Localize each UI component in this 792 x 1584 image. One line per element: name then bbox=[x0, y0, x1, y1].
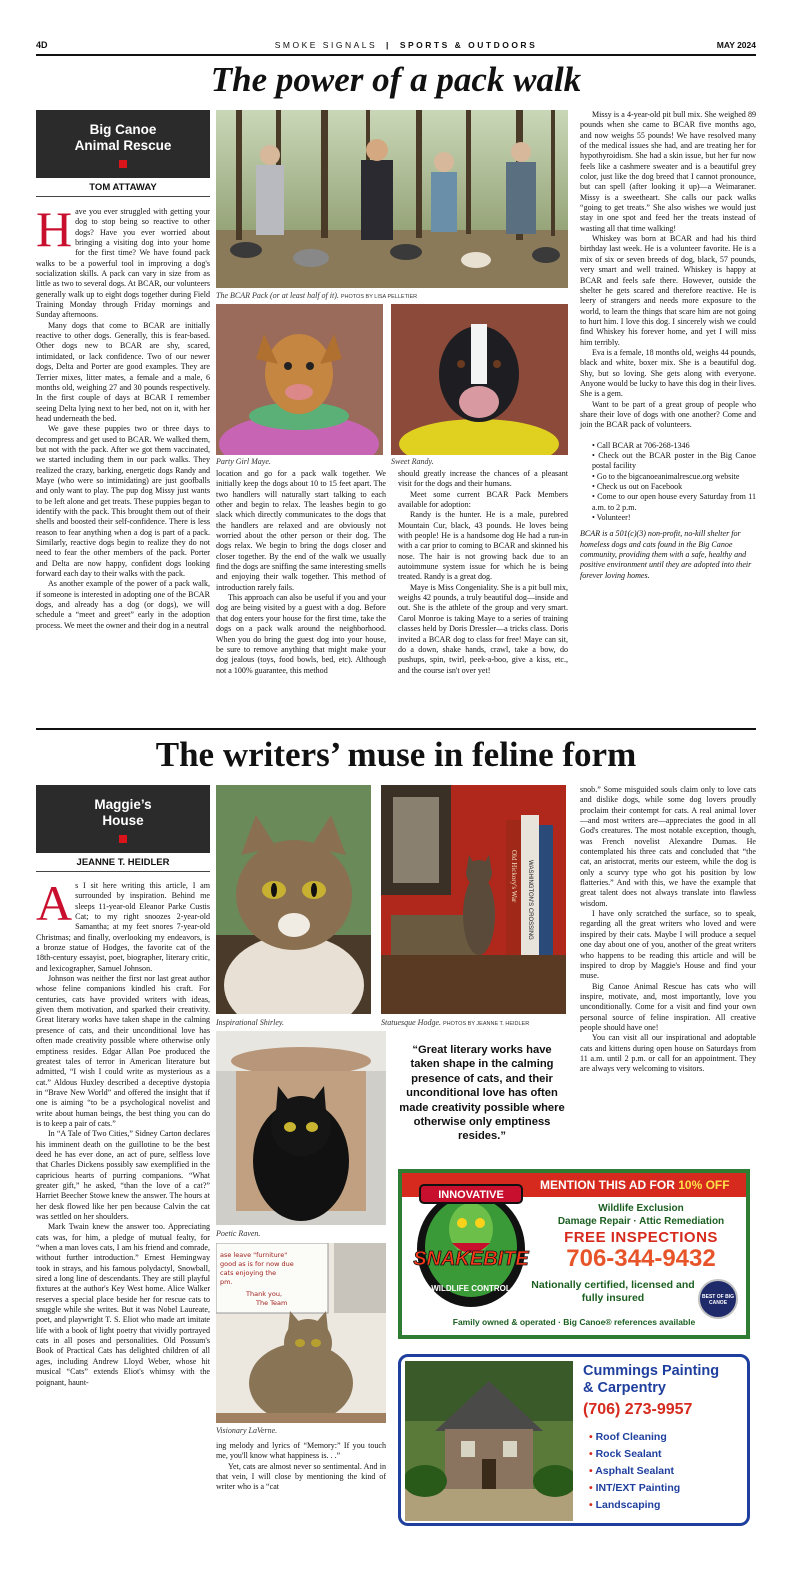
dropcap: H bbox=[36, 201, 73, 257]
ad-line-2: Damage Repair · Attic Remediation bbox=[557, 1216, 725, 1227]
book-spine-old-hickory: Old Hickory's War bbox=[510, 850, 518, 903]
story1-column-3: should greatly increase the chances of a pleasant visit for the dogs and their humans. Meet some current BCAR Pack Members available for adoption: Randy is the hunter. He is a male, purebred Mountain Cur, black, 43 pounds. He loves being with people! He is a handsome dog He had a run-in with a car prior to coming to BCAR and skinned his nose. The hair is not growing back due to an autoimmune system issue for which he is being treated. Randy is a great dog. Maye is Miss Congeniality. She is a pit bull mix, weighs 42 pounds, a truly beautiful dog—inside and out. She is the athlete of the group and very smart. Carol Monroe is taking Maye to a series of training classes held by Doris Dressler—a tricks class. Doris invited a BCAR dog to class for free! Maye can sit, do a down, shake hands, crawl, take a bow, do pushups, spin, twirl, peek-a-boo, give a kiss, etc., and the course isn't over yet! bbox=[398, 469, 568, 675]
free-inspections: FREE INSPECTIONS bbox=[564, 1229, 718, 1246]
contact-bullet: • Check out the BCAR poster in the Big Canoe postal facility bbox=[592, 451, 756, 471]
discount-label: 10% OFF bbox=[678, 1178, 730, 1192]
column-title: Big Canoe Animal Rescue bbox=[74, 122, 172, 153]
contact-bullet: • Go to the bigcanoeanimalrescue.org website bbox=[592, 471, 740, 481]
maye-photo bbox=[216, 304, 383, 455]
book-spine-washington: WASHINGTON'S CROSSING bbox=[527, 860, 533, 940]
byline: JEANNE T. HEIDLER bbox=[36, 857, 210, 872]
shirley-caption: Inspirational Shirley. bbox=[216, 1018, 284, 1027]
byline: TOM ATTAWAY bbox=[36, 182, 210, 197]
issue-date: MAY 2024 bbox=[716, 40, 756, 50]
cummings-ad[interactable] bbox=[398, 1354, 750, 1526]
red-square-icon bbox=[119, 160, 127, 168]
photo-caption: The BCAR Pack (or at least half of it). PHOTOS BY LISA PELLETIER bbox=[216, 291, 418, 300]
ad-line-1: Wildlife Exclusion bbox=[598, 1203, 684, 1214]
photo-credit: PHOTOS BY JEANNE T. HEIDLER bbox=[443, 1021, 530, 1027]
laverne-photo bbox=[216, 1243, 386, 1423]
service-item: • Roof Cleaning bbox=[589, 1431, 667, 1443]
header-rule bbox=[36, 54, 756, 56]
cummings-title: Cummings Painting & Carpentry bbox=[583, 1363, 720, 1396]
story-divider bbox=[36, 728, 756, 730]
section-name: SPORTS & OUTDOORS bbox=[399, 40, 538, 50]
page-number: 4D bbox=[36, 40, 48, 50]
story2-headline: The writers’ muse in feline form bbox=[155, 735, 637, 774]
contact-bullet: • Volunteer! bbox=[592, 513, 631, 523]
column-header-box bbox=[36, 785, 210, 853]
maye-caption: Party Girl Maye. bbox=[216, 457, 271, 466]
story1-column-1: Have you ever struggled with getting your dog to stop being so reactive to other dogs? Have you ever worried about bringing a visiting dog into your home for the first time? We have found pack walks to be a powerful tool in improving a dog's socialization skills. A pack can vary in size from as little as two to several dogs. At BCAR, our volunteers generally walk up to eight dogs together during Field Training Monday through Friday mornings and Sunday afternoons. Many dogs that come to BCAR are initially reactive to other dogs. Generally, this is fear-based. Other dogs new to BCAR are shy, scared, intimidated, or lack confidence. Two of our newer dogs, Delta and Porter are good examples. They are Terrier mixes, litter mates, a female and a male, 6 months old, weighing 27 and 30 pounds respectively. In the first couple of days at BCAR I remember seeing Delta lying next to her bed, not on it, with her head underneath the bed. We gave these puppies two or three days to decompress and get used to BCAR. We walked them, but not with the pack. After we got them vaccinated, we started including them in our pack walks. They realized the crazy, barking, energetic dogs Randy and Maye (who were so intimidating) are just goofballs and only want to play. The pup dog Missy just wants to be left alone and get treats. These puppies began to identify with the pack. This brought them out of their shells and boosted their self-confidence. There is less reason to fear anything when a dog is part of a pack. Similarly, reactive dogs begin to realize they do not need to fear the other members of the pack. Porter and Delta are now happy, confident dogs looking forward each day to their walks with the pack. As another example of the power of a pack walk, if someone is interested in adopting one of the BCAR dogs, and already has a dog (or dogs), we will schedule a “meet and greet” early in the adoption process. We meet the owner and their dog in a neutral bbox=[36, 201, 210, 630]
pull-quote: “Great literary works have taken shape in the calming presence of cats, and their unconditional love has often made creativity possible where otherwise only emptiness resides.” bbox=[399, 1044, 565, 1143]
randy-caption: Sweet Randy. bbox=[391, 457, 434, 466]
ad-footer: Family owned & operated · Big Canoe® references available bbox=[452, 1317, 696, 1327]
story2-column-1: As I sit here writing this article, I am surrounded by inspiration. Behind me sleeps 11-year-old Eleanor Parke Custis Cat; to my right snoozes 2-year-old Samantha; at my feet snores 7-year-old Christmas; and finally, overlooking my endeavors, is a bronze statue of Hodges, the favorite cat of the 18th-century essayist, poet, biographer, literary critic, and lexicographer, Samuel Johnson. Johnson was neither the first nor last great author whose feline companions kindled his craft. For centuries, cats have provided writers with ideas, given them motivation, and sparked their creativity. Great literary works have taken shape in the calming presence of cats, and their unconditional love has often made creativity possible where otherwise only emptiness resides. Edgar Allan Poe produced the greatest tales of terror in American literature but admitted, “I wish I could write as mysterious as a cat.” Aldous Huxley described a deceptive dystopia in “Brave New World” and offered the insight that if one is aiming “to be a psychological novelist and write about human beings, the best thing you can do is to keep a pair of cats.” In “A Tale of Two Cities,” Sidney Carton declares his imminent death on the guillotine to be the best deed he has ever done, an act of pure, selfless love that Charles Dickens possibly saw exemplified in the capricious hearts of purring companions. “What greater gift,” he asked, “than the love of a cat?” Harriet Beecher Stowe knew the answer. The hours at her desk flowed like her pen because Calvin the cat was settled on her shoulders. Mark Twain knew the answer too. Appreciating cats was, for him, a pledge of mutual fealty, for “when a man loves cats, I am his friend and comrade, without further introduction.” Ernest Hemingway took in strays, and his famous polydactyl, Snowball, sired a long line of descendants. They are still playful fixtures at the author's Key West home. Alice Walker reserves a special place beside her for rescue cats to snuggle while she writes. But it was Nobel Laureate, poet, and playwright T. S. Eliot who made art imitate life with a book of light poetry that vividly portrayed cats in all poses and personalities. Old Possum's Book of Practical Cats has delighted children of all ages, including Andrew Lloyd Weber, whose hit musical “Cats” extends Eliot's whimsy with the poignant, haunt- bbox=[36, 875, 210, 1387]
publication-name: SMOKE SIGNALS bbox=[274, 40, 378, 50]
raven-photo bbox=[216, 1031, 386, 1225]
story2-column-2: ing melody and lyrics of “Memory:” If you touch me, you'll know what happiness is. . .” Yet, cats are almost never so sentimental. And in that vein, I will close by mentioning the kind of writer who is a “cat bbox=[216, 1441, 386, 1492]
bullet-icon: • bbox=[589, 1465, 596, 1477]
contact-bullet: • Come to our open house every Saturday from 11 a.m. to 2 p.m. bbox=[592, 492, 756, 512]
snakebite-ad[interactable] bbox=[398, 1169, 750, 1339]
pack-walk-photo bbox=[216, 110, 568, 288]
story1-column-4: Missy is a 4-year-old pit bull mix. She weighed 89 pounds when she came to BCAR five months ago, and now weighs 55 pounds! We have resolved many of the medical issues she had, and are treating her for hypothyroidism. She had a skin issue, but her fur now feels like a cashmere sweater and is a beautiful grey color, just like the dog breed that I cannot pronounce, but can spell (after looking it up)—a Weimaraner. Missy is a sweetheart. She calls our pack walks “going to get treats.” She also wishes we would just stay in one spot and feed her the treats instead of wasting all that time walking! Whiskey was born at BCAR and had his third birthday last week. He is a volunteer favorite. He is a mix of six or seven breeds of dog, black, 57 pounds, very smart and well trained. Whiskey is happy at BCAR and feels safe there. However, outside the shelter he gets scared and therefore reactive. He is leery of strangers and needs more exposure to the world, to learn the things that scare him are not going to hurt him. I love this dog. I sincerely wish we could find Whiskey his forever home, and yet I will miss him terribly. Eva is a female, 18 months old, weighs 44 pounds, black and white, boxer mix. She is a beautiful dog. Shy, but so loving. She gets along with everyone. Anyone would be lucky to have this dog in their lives. She is a gem. Want to be part of a great group of people who share their love of dogs with one another? Come and join the BCAR pack of volunteers. • Call BCAR at 706-268-1346 • Check out the BCAR poster in the Big Canoe postal facility • Go to the bigcanoeanimalrescue.org website • Check us out on Facebook • Come to our open house every Saturday from 11 a.m. to 2 p.m. • Volunteer! BCAR is a 501(c)(3) non-profit, no-kill shelter for homeless dogs and cats found in the Big Canoe community, providing them with a safe, healthy and positive environment until they are adopted into their forever loving homes. bbox=[580, 110, 756, 580]
service-item: • Landscaping bbox=[589, 1499, 661, 1511]
services-list bbox=[589, 1429, 749, 1514]
bullet-icon: • bbox=[589, 1482, 596, 1494]
story2-column-3: snob.” Some misguided souls claim only to love cats and dislike dogs, while some dog lovers proudly proclaim their contempt for cats. A real animal lover—and most writers are—appreciates the good in all God's creatures. The most notable exception, though, was French novelist Alexandre Dumas. He contemplated his three cats and concluded that “the cat, an aristocrat, merits our esteem, while the dog is only a scurvy type who got his position by low flatteries.” And with this, we have the example that great talent does not always translate into flawless wisdom. I have only scratched the surface, so to speak, regarding all the great writers who loved and were inspired by their cats. Maybe I will produce a sequel one day about one of you, another of the great writers who happens to be reading this article and will be inspired to drop by Maggie's House and find your muse. Big Canoe Animal Rescue has cats who will inspire, motivate, and, most importantly, love you unconditionally. Come for a visit and find your own personal source of feline inspiration. All creative people should have one! You can visit all our inspirational and adoptable cats and kittens during open house on Saturdays from 11 a.m. until 2 p.m. or call for an appointment. They are always very welcoming to visitors. bbox=[580, 785, 756, 1074]
service-item: • Rock Sealant bbox=[589, 1448, 662, 1460]
ad-phone[interactable]: 706-344-9432 bbox=[566, 1245, 716, 1272]
service-item: • Asphalt Sealant bbox=[589, 1465, 674, 1477]
service-item: • INT/EXT Painting bbox=[589, 1482, 681, 1494]
raven-caption: Poetic Raven. bbox=[216, 1229, 261, 1238]
award-badge-icon bbox=[698, 1279, 738, 1319]
ad-certified: Nationally certified, licensed and fully insured bbox=[531, 1279, 695, 1304]
logo-innovative: INNOVATIVE bbox=[438, 1189, 504, 1201]
note-text: ase leave "furniture" good as is for now due cats enjoying the pm. Thank you, The Team bbox=[220, 1251, 294, 1307]
contact-bullet: • Call BCAR at 706-268-1346 bbox=[592, 440, 690, 450]
header-separator: | bbox=[386, 40, 391, 50]
page-header bbox=[36, 36, 756, 58]
laverne-caption: Visionary LaVerne. bbox=[216, 1426, 278, 1435]
logo-wildlife-control: WILDLIFE CONTROL bbox=[431, 1284, 511, 1293]
badge-text: BEST OF BIG CANOE bbox=[702, 1294, 734, 1306]
tagline: BCAR is a 501(c)(3) non-profit, no-kill shelter for homeless dogs and cats found in the Big Canoe community, providing them with a safe, healthy and positive environment until they are adopted into their forever loving homes. bbox=[580, 529, 752, 580]
bullet-icon: • bbox=[589, 1448, 596, 1460]
story1-column-2: location and go for a pack walk together. We initially keep the dogs about 10 to 15 feet apart. The two handlers will naturally start talking to each other and begin to relax. The leashes begin to go slack which directly communicates to the dogs that the handlers are relaxed and are obviously not worried about the other person or their dog. The dogs relax. We begin to bring the dogs closer and closer together. By the end of the walk we usually find the dogs are sniffing the same interesting smells and enjoying their walk together. This method of introduction rarely fails. This approach can also be useful if you and your dog are being visited by a guest with a dog. Before that dog enters your house for the first time, take the dogs on a pack walk around the neighborhood. When you do bring the guest dog into your house, be sure to remove anything that might make your dog jealous (toys, food bowls, bed, etc). Although not a 100% guarantee, this method bbox=[216, 469, 386, 675]
contact-bullet: • Check us out on Facebook bbox=[592, 482, 683, 492]
snakebite-logo bbox=[412, 1179, 530, 1311]
story1-headline: The power of a pack walk bbox=[210, 60, 582, 99]
bullet-icon: • bbox=[589, 1431, 596, 1443]
cummings-phone[interactable]: (706) 273-9957 bbox=[583, 1401, 693, 1418]
hodge-caption: Statuesque Hodge. PHOTOS BY JEANNE T. HEIDLER bbox=[381, 1018, 530, 1027]
house-photo bbox=[405, 1361, 573, 1521]
shirley-photo bbox=[216, 785, 371, 1014]
red-square-icon bbox=[119, 835, 127, 843]
ad-banner: MENTION THIS AD FOR 10% OFF bbox=[402, 1173, 746, 1197]
logo-snakebite: SNAKEBITE bbox=[413, 1248, 529, 1270]
photo-credit: PHOTOS BY LISA PELLETIER bbox=[340, 294, 418, 300]
bullet-icon: • bbox=[589, 1499, 596, 1511]
column-header-box bbox=[36, 110, 210, 178]
randy-photo bbox=[391, 304, 568, 455]
hodge-photo bbox=[381, 785, 566, 1014]
dropcap: A bbox=[36, 875, 73, 931]
column-title: Maggie’s House bbox=[94, 797, 152, 828]
